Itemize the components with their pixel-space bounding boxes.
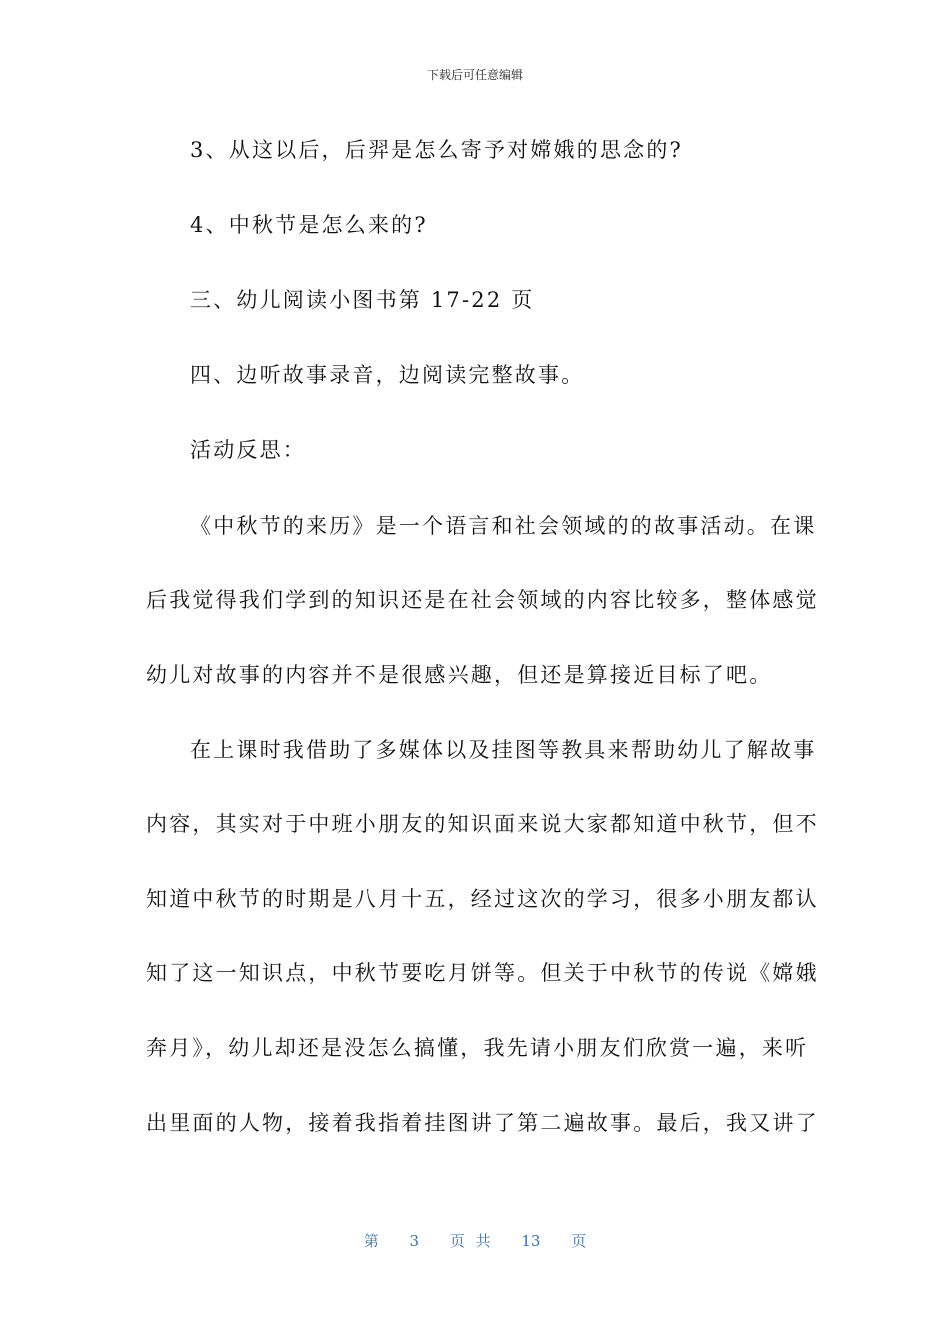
question-4: 4、中秋节是怎么来的? (190, 213, 428, 237)
step-4-heading: 四、边听故事录音，边阅读完整故事。 (190, 363, 585, 387)
question-3: 3、从这以后，后羿是怎么寄予对嫦娥的思念的? (190, 138, 684, 162)
paragraph-2-line-1: 在上课时我借助了多媒体以及挂图等教具来帮助幼儿了解故事 (190, 738, 817, 762)
paragraph-1-line-1: 《中秋节的来历》是一个语言和社会领域的的故事活动。在课 (190, 514, 817, 538)
paragraph-2-line-2: 内容，其实对于中班小朋友的知识面来说大家都知道中秋节，但不 (146, 812, 819, 836)
paragraph-1-line-3: 幼儿对故事的内容并不是很感兴趣，但还是算接近目标了吧。 (146, 663, 773, 687)
paragraph-2-line-3: 知道中秋节的时期是八月十五，经过这次的学习，很多小朋友都认 (146, 887, 819, 911)
footer-total-pages: 13 (521, 1232, 541, 1250)
page-footer (0, 1230, 950, 1251)
footer-page-number: 3 (409, 1232, 420, 1250)
step-3-heading: 三、幼儿阅读小图书第 17-22 页 (190, 288, 535, 312)
paragraph-2-line-4: 知了这一知识点，中秋节要吃月饼等。但关于中秋节的传说《嫦娥 (146, 961, 819, 985)
page-header: 下载后可任意编辑 (426, 68, 523, 82)
reflection-heading: 活动反思： (190, 438, 306, 462)
paragraph-1-line-2: 后我觉得我们学到的知识还是在社会领域的内容比较多，整体感觉 (146, 588, 819, 612)
paragraph-2-line-6: 出里面的人物，接着我指着挂图讲了第二遍故事。最后，我又讲了 (146, 1111, 819, 1135)
footer-suffix: 页 (571, 1232, 587, 1250)
footer-prefix: 第 (363, 1232, 379, 1250)
paragraph-2-line-5: 奔月》，幼儿却还是没怎么搞懂，我先请小朋友们欣赏一遍，来听 (146, 1036, 809, 1060)
footer-middle: 页 共 (449, 1232, 491, 1250)
